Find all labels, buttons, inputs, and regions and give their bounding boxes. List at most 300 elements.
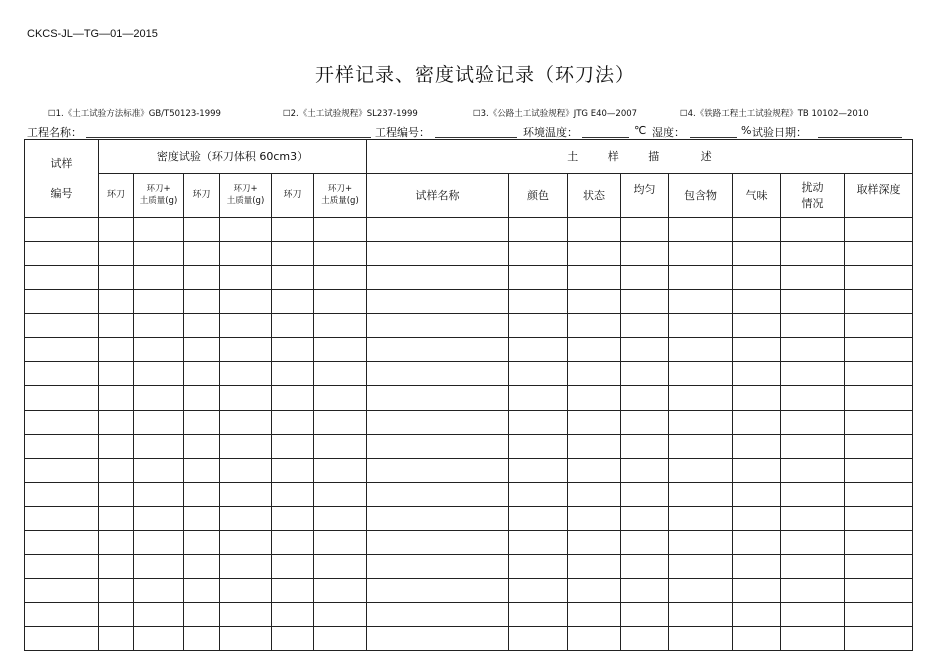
table-cell[interactable] <box>272 386 314 410</box>
table-cell[interactable] <box>134 290 184 314</box>
table-cell[interactable] <box>25 506 99 530</box>
table-cell[interactable] <box>134 218 184 242</box>
table-cell[interactable] <box>99 434 134 458</box>
table-cell[interactable] <box>367 554 509 578</box>
table-cell[interactable] <box>367 458 509 482</box>
table-cell[interactable] <box>509 602 568 626</box>
disturbance-header <box>781 174 845 218</box>
table-cell[interactable] <box>134 626 184 650</box>
table-cell[interactable] <box>845 602 913 626</box>
table-cell[interactable] <box>781 554 845 578</box>
table-cell[interactable] <box>509 410 568 434</box>
table-cell[interactable] <box>184 362 220 386</box>
table-cell[interactable] <box>845 218 913 242</box>
table-cell[interactable] <box>733 290 781 314</box>
table-cell[interactable] <box>669 530 733 554</box>
table-cell[interactable] <box>367 602 509 626</box>
table-cell[interactable] <box>621 554 669 578</box>
table-cell[interactable] <box>25 314 99 338</box>
table-cell[interactable] <box>621 362 669 386</box>
table-cell[interactable] <box>184 626 220 650</box>
table-cell[interactable] <box>220 338 272 362</box>
table-cell[interactable] <box>25 626 99 650</box>
table-cell[interactable] <box>845 410 913 434</box>
table-cell[interactable] <box>314 626 367 650</box>
table-cell[interactable] <box>25 266 99 290</box>
table-cell[interactable] <box>134 506 184 530</box>
table-cell[interactable] <box>134 410 184 434</box>
table-cell[interactable] <box>272 362 314 386</box>
table-cell[interactable] <box>134 242 184 266</box>
table-cell[interactable] <box>568 434 621 458</box>
table-cell[interactable] <box>99 266 134 290</box>
table-cell[interactable] <box>99 626 134 650</box>
table-cell[interactable] <box>99 338 134 362</box>
standard-option-3[interactable]: ☐3.《公路土工试验规程》JTG E40—2007 <box>473 109 638 119</box>
project-no-field[interactable] <box>435 137 517 138</box>
table-cell[interactable] <box>669 338 733 362</box>
table-cell[interactable] <box>314 410 367 434</box>
table-cell[interactable] <box>845 482 913 506</box>
table-cell[interactable] <box>220 530 272 554</box>
table-cell[interactable] <box>845 458 913 482</box>
table-cell[interactable] <box>669 362 733 386</box>
record-table <box>24 139 913 651</box>
table-cell[interactable] <box>509 506 568 530</box>
table-cell[interactable] <box>184 530 220 554</box>
table-cell[interactable] <box>669 554 733 578</box>
table-cell[interactable] <box>272 314 314 338</box>
table-cell[interactable] <box>25 290 99 314</box>
table-cell[interactable] <box>781 362 845 386</box>
table-cell[interactable] <box>733 266 781 290</box>
table-cell[interactable] <box>272 338 314 362</box>
density-test-header: 密度试验（环刀体积 60cm3） <box>99 140 367 174</box>
table-cell[interactable] <box>99 410 134 434</box>
table-cell[interactable] <box>25 242 99 266</box>
table-cell[interactable] <box>568 602 621 626</box>
table-cell[interactable] <box>184 314 220 338</box>
table-cell[interactable] <box>669 506 733 530</box>
table-cell[interactable] <box>134 530 184 554</box>
table-cell[interactable] <box>367 218 509 242</box>
table-cell[interactable] <box>845 434 913 458</box>
table-cell[interactable] <box>25 602 99 626</box>
table-cell[interactable] <box>367 242 509 266</box>
table-cell[interactable] <box>220 578 272 602</box>
table-cell[interactable] <box>733 218 781 242</box>
table-cell[interactable] <box>314 434 367 458</box>
table-cell[interactable] <box>781 626 845 650</box>
table-cell[interactable] <box>621 506 669 530</box>
table-cell[interactable] <box>367 290 509 314</box>
table-cell[interactable] <box>781 266 845 290</box>
table-cell[interactable] <box>99 314 134 338</box>
table-cell[interactable] <box>220 602 272 626</box>
table-cell[interactable] <box>99 362 134 386</box>
table-cell[interactable] <box>220 482 272 506</box>
table-cell[interactable] <box>621 578 669 602</box>
table-cell[interactable] <box>733 482 781 506</box>
table-cell[interactable] <box>621 266 669 290</box>
table-cell[interactable] <box>184 554 220 578</box>
table-cell[interactable] <box>367 386 509 410</box>
table-cell[interactable] <box>134 602 184 626</box>
table-cell[interactable] <box>669 290 733 314</box>
table-cell[interactable] <box>621 218 669 242</box>
table-cell[interactable] <box>781 458 845 482</box>
table-cell[interactable] <box>314 290 367 314</box>
table-cell[interactable] <box>621 242 669 266</box>
table-cell[interactable] <box>781 314 845 338</box>
table-cell[interactable] <box>509 362 568 386</box>
standard-option-1[interactable]: ☐1.《土工试验方法标准》GB/T50123-1999 <box>48 109 221 119</box>
table-cell[interactable] <box>99 218 134 242</box>
table-cell[interactable] <box>220 410 272 434</box>
table-cell[interactable] <box>99 242 134 266</box>
table-cell[interactable] <box>733 242 781 266</box>
table-cell[interactable] <box>220 290 272 314</box>
table-cell[interactable] <box>99 602 134 626</box>
table-cell[interactable] <box>134 482 184 506</box>
color-header: 颜色 <box>509 174 568 218</box>
table-cell[interactable] <box>621 338 669 362</box>
table-cell[interactable] <box>669 218 733 242</box>
table-cell[interactable] <box>568 554 621 578</box>
table-cell[interactable] <box>509 578 568 602</box>
table-cell[interactable] <box>314 218 367 242</box>
table-cell[interactable] <box>25 362 99 386</box>
table-cell[interactable] <box>184 506 220 530</box>
table-cell[interactable] <box>621 602 669 626</box>
table-cell[interactable] <box>509 386 568 410</box>
table-cell[interactable] <box>220 362 272 386</box>
table-cell[interactable] <box>669 314 733 338</box>
table-cell[interactable] <box>845 338 913 362</box>
ring-soil-mass-header-1 <box>134 174 184 218</box>
table-cell[interactable] <box>509 266 568 290</box>
table-cell[interactable] <box>272 482 314 506</box>
table-cell[interactable] <box>669 626 733 650</box>
table-cell[interactable] <box>220 314 272 338</box>
table-cell[interactable] <box>781 434 845 458</box>
table-cell[interactable] <box>509 290 568 314</box>
table-cell[interactable] <box>509 482 568 506</box>
smell-header: 气味 <box>733 174 781 218</box>
table-cell[interactable] <box>781 218 845 242</box>
table-cell[interactable] <box>733 578 781 602</box>
table-cell[interactable] <box>781 386 845 410</box>
ring-header-3: 环刀 <box>272 174 314 218</box>
table-cell[interactable] <box>509 458 568 482</box>
table-cell[interactable] <box>272 602 314 626</box>
table-cell[interactable] <box>184 410 220 434</box>
table-cell[interactable] <box>99 530 134 554</box>
table-cell[interactable] <box>134 338 184 362</box>
table-cell[interactable] <box>99 482 134 506</box>
table-cell[interactable] <box>621 626 669 650</box>
table-cell[interactable] <box>669 458 733 482</box>
table-cell[interactable] <box>25 410 99 434</box>
document-code: CKCS-JL—TG—01—2015 <box>27 28 158 40</box>
table-cell[interactable] <box>134 458 184 482</box>
table-cell[interactable] <box>845 626 913 650</box>
table-cell[interactable] <box>845 314 913 338</box>
table-row <box>25 314 913 338</box>
table-cell[interactable] <box>669 578 733 602</box>
table-cell[interactable] <box>568 362 621 386</box>
table-cell[interactable] <box>568 410 621 434</box>
table-cell[interactable] <box>314 266 367 290</box>
table-cell[interactable] <box>621 386 669 410</box>
table-row <box>25 386 913 410</box>
table-cell[interactable] <box>314 578 367 602</box>
table-cell[interactable] <box>733 530 781 554</box>
table-cell[interactable] <box>367 530 509 554</box>
table-cell[interactable] <box>733 314 781 338</box>
table-cell[interactable] <box>367 578 509 602</box>
table-cell[interactable] <box>134 362 184 386</box>
table-cell[interactable] <box>733 506 781 530</box>
table-cell[interactable] <box>845 386 913 410</box>
table-cell[interactable] <box>314 362 367 386</box>
project-name-label: 工程名称： <box>27 126 82 139</box>
table-cell[interactable] <box>25 434 99 458</box>
table-cell[interactable] <box>733 458 781 482</box>
table-cell[interactable] <box>25 386 99 410</box>
table-cell[interactable] <box>134 386 184 410</box>
table-cell[interactable] <box>733 626 781 650</box>
table-cell[interactable] <box>733 410 781 434</box>
project-name-field[interactable] <box>86 137 371 138</box>
table-cell[interactable] <box>367 626 509 650</box>
table-cell[interactable] <box>568 266 621 290</box>
table-cell[interactable] <box>367 506 509 530</box>
table-cell[interactable] <box>99 578 134 602</box>
table-cell[interactable] <box>184 482 220 506</box>
table-cell[interactable] <box>272 578 314 602</box>
table-cell[interactable] <box>568 218 621 242</box>
env-temp-field[interactable] <box>582 137 629 138</box>
table-cell[interactable] <box>99 554 134 578</box>
table-cell[interactable] <box>184 602 220 626</box>
table-row <box>25 554 913 578</box>
table-cell[interactable] <box>272 266 314 290</box>
table-cell[interactable] <box>184 386 220 410</box>
table-cell[interactable] <box>272 410 314 434</box>
ring-header-2: 环刀 <box>184 174 220 218</box>
table-cell[interactable] <box>99 290 134 314</box>
table-cell[interactable] <box>220 266 272 290</box>
table-cell[interactable] <box>314 338 367 362</box>
table-cell[interactable] <box>781 578 845 602</box>
table-cell[interactable] <box>272 506 314 530</box>
table-cell[interactable] <box>314 242 367 266</box>
table-cell[interactable] <box>99 386 134 410</box>
table-cell[interactable] <box>845 578 913 602</box>
table-cell[interactable] <box>509 530 568 554</box>
table-cell[interactable] <box>781 602 845 626</box>
table-cell[interactable] <box>669 410 733 434</box>
table-cell[interactable] <box>314 458 367 482</box>
table-cell[interactable] <box>184 434 220 458</box>
table-cell[interactable] <box>568 530 621 554</box>
table-cell[interactable] <box>845 290 913 314</box>
table-cell[interactable] <box>669 434 733 458</box>
test-date-label: 试验日期： <box>752 126 807 139</box>
table-cell[interactable] <box>669 602 733 626</box>
table-cell[interactable] <box>845 554 913 578</box>
table-cell[interactable] <box>733 554 781 578</box>
table-cell[interactable] <box>25 530 99 554</box>
table-cell[interactable] <box>669 266 733 290</box>
table-cell[interactable] <box>781 530 845 554</box>
table-cell[interactable] <box>184 338 220 362</box>
table-cell[interactable] <box>99 458 134 482</box>
table-cell[interactable] <box>220 218 272 242</box>
table-cell[interactable] <box>845 362 913 386</box>
table-cell[interactable] <box>781 506 845 530</box>
table-cell[interactable] <box>314 506 367 530</box>
table-cell[interactable] <box>781 290 845 314</box>
table-cell[interactable] <box>509 338 568 362</box>
table-cell[interactable] <box>25 218 99 242</box>
table-cell[interactable] <box>184 218 220 242</box>
table-cell[interactable] <box>621 530 669 554</box>
table-cell[interactable] <box>621 434 669 458</box>
table-cell[interactable] <box>272 218 314 242</box>
table-cell[interactable] <box>220 242 272 266</box>
table-cell[interactable] <box>669 242 733 266</box>
table-cell[interactable] <box>220 458 272 482</box>
table-cell[interactable] <box>184 578 220 602</box>
table-cell[interactable] <box>272 554 314 578</box>
table-cell[interactable] <box>220 386 272 410</box>
table-cell[interactable] <box>134 578 184 602</box>
table-cell[interactable] <box>25 482 99 506</box>
table-cell[interactable] <box>621 410 669 434</box>
table-cell[interactable] <box>184 290 220 314</box>
table-cell[interactable] <box>367 338 509 362</box>
table-cell[interactable] <box>845 506 913 530</box>
table-cell[interactable] <box>781 338 845 362</box>
table-cell[interactable] <box>134 554 184 578</box>
soil-description-header <box>367 140 913 174</box>
table-cell[interactable] <box>781 482 845 506</box>
table-cell[interactable] <box>134 434 184 458</box>
table-cell[interactable] <box>568 290 621 314</box>
table-cell[interactable] <box>568 626 621 650</box>
table-cell[interactable] <box>367 434 509 458</box>
table-cell[interactable] <box>220 554 272 578</box>
table-cell[interactable] <box>134 266 184 290</box>
desc-char-3: 描 <box>648 149 660 163</box>
table-cell[interactable] <box>845 266 913 290</box>
table-cell[interactable] <box>367 482 509 506</box>
table-row <box>25 242 913 266</box>
table-cell[interactable] <box>509 626 568 650</box>
table-cell[interactable] <box>99 506 134 530</box>
table-cell[interactable] <box>25 458 99 482</box>
table-cell[interactable] <box>733 386 781 410</box>
table-cell[interactable] <box>568 386 621 410</box>
table-cell[interactable] <box>669 386 733 410</box>
table-cell[interactable] <box>314 482 367 506</box>
humidity-label: 湿度： <box>652 126 685 139</box>
table-cell[interactable] <box>184 458 220 482</box>
table-cell[interactable] <box>272 434 314 458</box>
table-cell[interactable] <box>272 290 314 314</box>
env-temp-label: 环境温度： <box>523 126 578 139</box>
standard-option-4[interactable]: ☐4.《铁路工程土工试验规程》TB 10102—2010 <box>680 109 869 119</box>
table-cell[interactable] <box>509 242 568 266</box>
standard-option-2[interactable]: ☐2.《土工试验规程》SL237-1999 <box>283 109 418 119</box>
humidity-field[interactable] <box>690 137 737 138</box>
table-cell[interactable] <box>367 314 509 338</box>
table-cell[interactable] <box>314 602 367 626</box>
table-cell[interactable] <box>845 242 913 266</box>
table-cell[interactable] <box>621 482 669 506</box>
table-cell[interactable] <box>272 242 314 266</box>
table-cell[interactable] <box>568 578 621 602</box>
table-cell[interactable] <box>509 554 568 578</box>
table-cell[interactable] <box>314 314 367 338</box>
table-cell[interactable] <box>568 338 621 362</box>
table-cell[interactable] <box>733 338 781 362</box>
table-cell[interactable] <box>621 458 669 482</box>
table-cell[interactable] <box>621 290 669 314</box>
table-cell[interactable] <box>781 410 845 434</box>
table-cell[interactable] <box>220 506 272 530</box>
table-cell[interactable] <box>568 458 621 482</box>
table-cell[interactable] <box>568 242 621 266</box>
table-cell[interactable] <box>367 410 509 434</box>
table-cell[interactable] <box>184 242 220 266</box>
table-cell[interactable] <box>184 266 220 290</box>
table-cell[interactable] <box>314 530 367 554</box>
table-cell[interactable] <box>314 554 367 578</box>
table-cell[interactable] <box>669 482 733 506</box>
table-cell[interactable] <box>220 626 272 650</box>
table-cell[interactable] <box>733 434 781 458</box>
table-cell[interactable] <box>568 314 621 338</box>
table-cell[interactable] <box>25 578 99 602</box>
table-cell[interactable] <box>621 314 669 338</box>
table-cell[interactable] <box>25 554 99 578</box>
table-cell[interactable] <box>568 482 621 506</box>
table-cell[interactable] <box>733 602 781 626</box>
table-cell[interactable] <box>367 362 509 386</box>
table-cell[interactable] <box>134 314 184 338</box>
table-cell[interactable] <box>733 362 781 386</box>
ring-soil-mass-header-2 <box>220 174 272 218</box>
table-cell[interactable] <box>272 530 314 554</box>
table-cell[interactable] <box>272 626 314 650</box>
table-cell[interactable] <box>781 242 845 266</box>
table-cell[interactable] <box>314 386 367 410</box>
test-date-field[interactable] <box>818 137 902 138</box>
table-cell[interactable] <box>509 218 568 242</box>
table-cell[interactable] <box>220 434 272 458</box>
table-cell[interactable] <box>272 458 314 482</box>
table-cell[interactable] <box>509 434 568 458</box>
table-row <box>25 434 913 458</box>
table-cell[interactable] <box>509 314 568 338</box>
table-cell[interactable] <box>845 530 913 554</box>
table-cell[interactable] <box>25 338 99 362</box>
table-cell[interactable] <box>367 266 509 290</box>
table-cell[interactable] <box>568 506 621 530</box>
